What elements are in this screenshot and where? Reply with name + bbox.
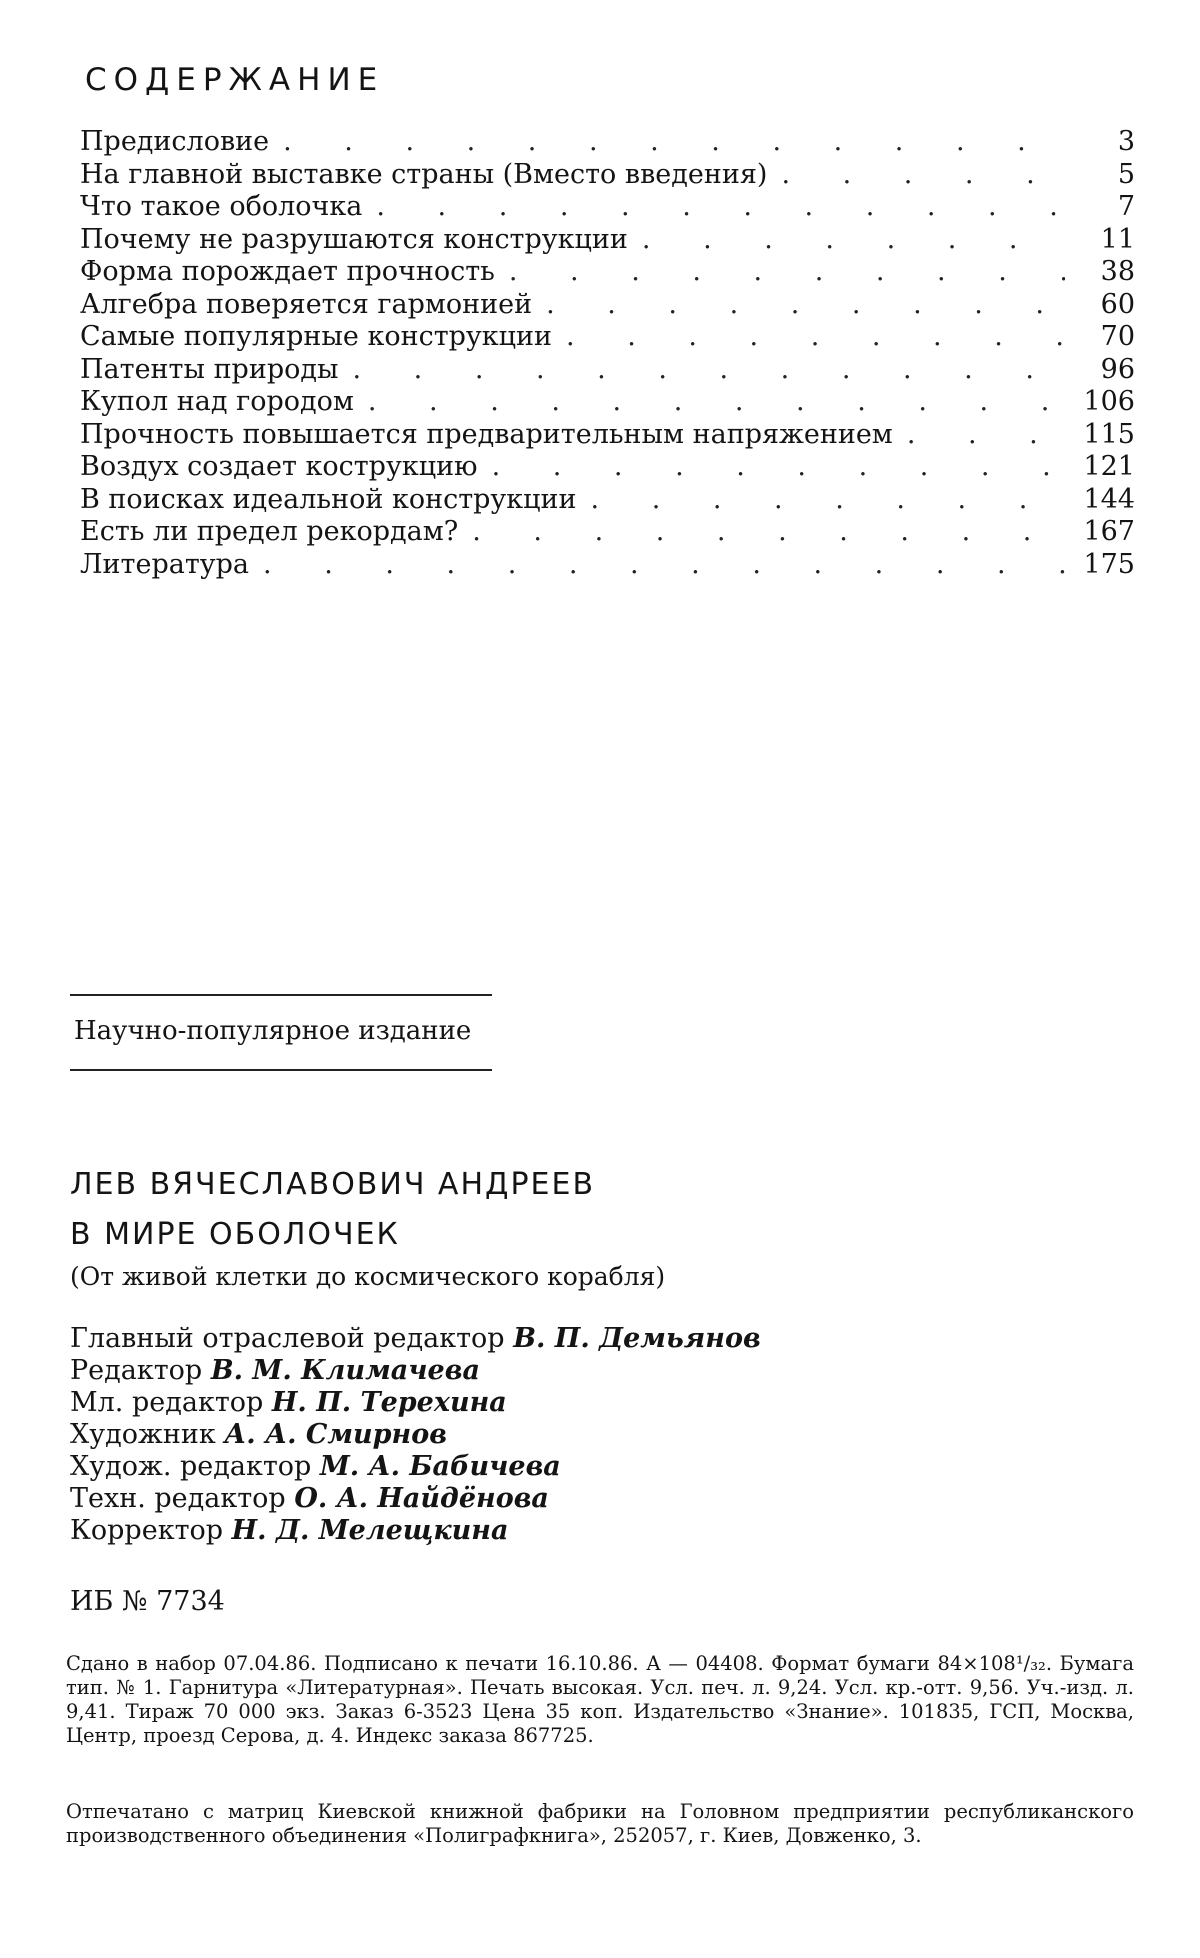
- book-title: В МИРЕ ОБОЛОЧЕК: [70, 1217, 400, 1252]
- table-of-contents: [80, 126, 1135, 581]
- toc-entry: [80, 419, 1135, 452]
- toc-entry: [80, 516, 1135, 549]
- bottom-divider: [70, 1069, 492, 1071]
- credit-name: А. А. Смирнов: [224, 1419, 447, 1450]
- toc-entry-page: 175: [1083, 548, 1135, 580]
- top-divider: [70, 994, 492, 996]
- credit-line: [70, 1451, 1130, 1483]
- toc-entry-title: Самые популярные конструкции: [80, 321, 553, 352]
- toc-entry-page: 3: [1117, 126, 1135, 157]
- credit-line: [70, 1355, 1130, 1387]
- toc-dot-leader: [368, 386, 1065, 419]
- toc-entry-title: Алгебра поверяется гармонией: [80, 288, 533, 320]
- toc-dot-leader: [353, 354, 1066, 387]
- toc-entry: [80, 549, 1135, 582]
- toc-dot-leader: [492, 451, 1065, 484]
- toc-entry: [80, 386, 1135, 419]
- toc-dot-leader: [907, 419, 1065, 452]
- credit-role: Художник: [70, 1419, 216, 1450]
- credit-role: Главный отраслевой редактор: [70, 1323, 505, 1354]
- toc-entry: [80, 256, 1135, 289]
- credit-line: [70, 1483, 1130, 1515]
- toc-entry: [80, 224, 1135, 257]
- credit-role: Мл. редактор: [70, 1387, 264, 1418]
- toc-entry-title: В поисках идеальной конструкции: [80, 483, 577, 515]
- toc-entry: [80, 191, 1135, 224]
- toc-entry-title: Литература: [80, 548, 250, 580]
- toc-entry-page: 121: [1083, 451, 1135, 482]
- toc-entry-title: Прочность повышается предварительным напряжением: [80, 418, 893, 450]
- toc-heading: СОДЕРЖАНИЕ: [85, 62, 385, 98]
- toc-entry: [80, 321, 1135, 354]
- toc-entry-title: На главной выставке страны (Вместо введения): [80, 158, 768, 190]
- book-subtitle: (От живой клетки до космического корабля): [70, 1262, 666, 1291]
- credit-role: Редактор: [70, 1355, 203, 1386]
- toc-entry-page: 167: [1083, 516, 1135, 547]
- toc-dot-leader: [263, 549, 1065, 582]
- toc-dot-leader: [591, 484, 1065, 517]
- toc-dot-leader: [283, 126, 1065, 159]
- imprint-details: Сдано в набор 07.04.86. Подписано к печати 16.10.86. А — 04408. Формат бумаги 84×108¹/₃₂. Бумага тип. № 1. Гарнитура «Литературная». Печать высокая. Усл. печ. л. 9,24. Усл. кр.-отт. 9,56. Уч.-изд. л. 9,41. Тираж 70 000 экз. Заказ 6-3523 Цена 35 коп. Издательство «Знание». 101835, ГСП, Москва, Центр, проезд Серова, д. 4. Индекс заказа 867725.: [66, 1652, 1134, 1747]
- toc-dot-leader: [781, 159, 1065, 192]
- credit-name: В. П. Демьянов: [513, 1323, 761, 1354]
- toc-entry-page: 106: [1083, 386, 1135, 417]
- toc-dot-leader: [642, 224, 1065, 257]
- toc-entry: [80, 451, 1135, 484]
- toc-entry-page: 60: [1100, 288, 1135, 320]
- toc-dot-leader: [376, 191, 1065, 224]
- credit-role: Худож. редактор: [70, 1451, 312, 1482]
- credit-role: Техн. редактор: [70, 1483, 286, 1514]
- credit-name: О. А. Найдёнова: [294, 1483, 549, 1514]
- credit-line: [70, 1323, 1130, 1355]
- toc-entry-title: Есть ли предел рекордам?: [80, 516, 459, 547]
- toc-entry: [80, 159, 1135, 192]
- credit-name: В. М. Климачева: [210, 1355, 480, 1386]
- author-name: ЛЕВ ВЯЧЕСЛАВОВИЧ АНДРЕЕВ: [70, 1167, 596, 1202]
- toc-entry-page: 7: [1117, 191, 1135, 222]
- toc-entry-page: 96: [1100, 353, 1135, 385]
- credit-name: Н. П. Терехина: [271, 1387, 507, 1418]
- toc-entry-title: Форма порождает прочность: [80, 256, 495, 287]
- toc-entry-page: 70: [1100, 321, 1135, 352]
- credit-name: Н. Д. Мелещкина: [231, 1515, 509, 1546]
- toc-dot-leader: [472, 516, 1065, 549]
- toc-entry-title: Предисловие: [80, 126, 270, 157]
- credit-line: [70, 1515, 1130, 1547]
- toc-entry: [80, 289, 1135, 322]
- toc-entry-page: 5: [1117, 158, 1135, 190]
- edition-type: Научно-популярное издание: [74, 1016, 472, 1046]
- toc-entry-page: 38: [1100, 256, 1135, 287]
- toc-dot-leader: [546, 289, 1065, 322]
- credits-list: [70, 1323, 1130, 1547]
- toc-entry: [80, 484, 1135, 517]
- toc-entry-page: 144: [1083, 483, 1135, 515]
- toc-entry-title: Почему не разрушаются конструкции: [80, 223, 628, 255]
- credit-line: [70, 1387, 1130, 1419]
- credit-name: М. А. Бабичева: [319, 1451, 561, 1482]
- toc-entry-title: Воздух создает кострукцию: [80, 451, 478, 482]
- toc-entry: [80, 126, 1135, 159]
- toc-entry-page: 11: [1100, 223, 1135, 255]
- toc-entry-title: Купол над городом: [80, 386, 354, 417]
- toc-entry-page: 115: [1083, 418, 1135, 450]
- toc-dot-leader: [566, 321, 1065, 354]
- toc-entry-title: Что такое оболочка: [80, 191, 363, 222]
- toc-entry: [80, 354, 1135, 387]
- credit-role: Корректор: [70, 1515, 224, 1546]
- credit-line: [70, 1419, 1130, 1451]
- toc-dot-leader: [509, 256, 1065, 289]
- toc-entry-title: Патенты природы: [80, 353, 339, 385]
- ib-number: ИБ № 7734: [70, 1586, 225, 1617]
- printer-info: Отпечатано с матриц Киевской книжной фабрики на Головном предприятии республиканского производственного объединения «Полиграфкнига», 252057, г. Киев, Довженко, 3.: [66, 1800, 1134, 1847]
